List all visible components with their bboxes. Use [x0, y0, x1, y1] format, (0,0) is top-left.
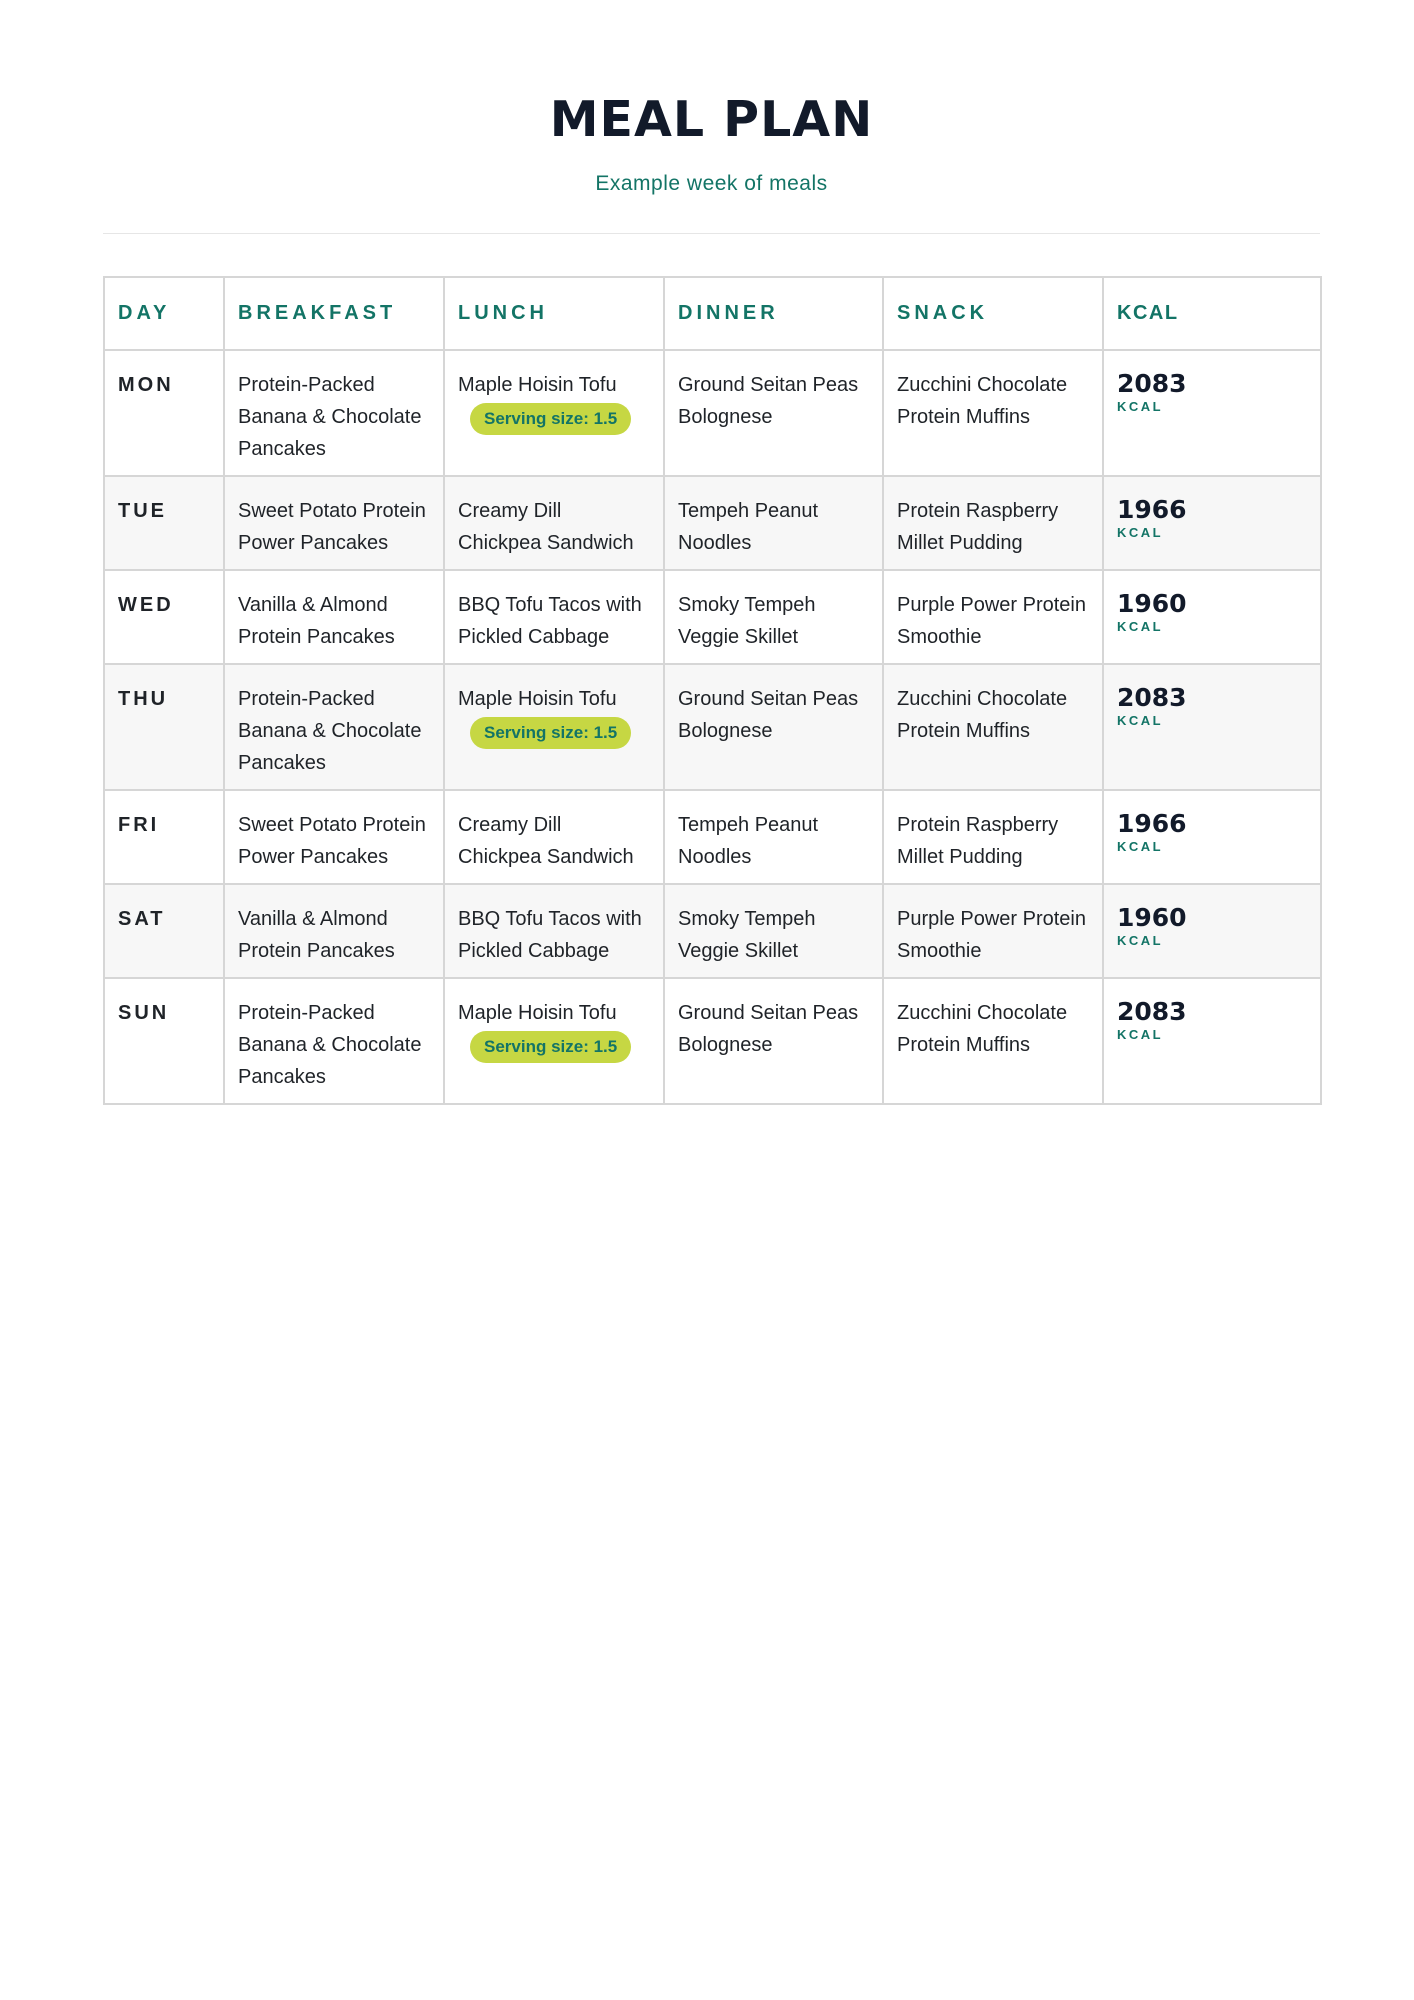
day-cell: FRI [104, 790, 224, 884]
day-cell: TUE [104, 476, 224, 570]
breakfast-cell: Protein-Packed Banana & Chocolate Pancakes [224, 350, 444, 476]
meal-plan-table [103, 276, 1322, 1105]
dinner-cell: Ground Seitan Peas Bolognese [664, 350, 883, 476]
page-subtitle: Example week of meals [595, 172, 828, 195]
table-row [104, 978, 1321, 1104]
lunch-cell [444, 884, 664, 978]
lunch-cell [444, 790, 664, 884]
table-body [104, 350, 1321, 1104]
snack-cell: Zucchini Chocolate Protein Muffins [883, 978, 1103, 1104]
kcal-unit-label: KCAL [1117, 399, 1164, 414]
lunch-cell [444, 978, 664, 1104]
kcal-value: 2083 [1117, 997, 1187, 1026]
kcal-value: 2083 [1117, 369, 1187, 398]
lunch-name: BBQ Tofu Tacos with Pickled Cabbage [458, 908, 642, 962]
table-row [104, 570, 1321, 664]
kcal-value: 1960 [1117, 589, 1187, 618]
page-title: MEAL PLAN [549, 91, 874, 148]
column-header-day: DAY [104, 277, 224, 350]
snack-cell: Zucchini Chocolate Protein Muffins [883, 664, 1103, 790]
breakfast-cell: Vanilla & Almond Protein Pancakes [224, 570, 444, 664]
table-row [104, 350, 1321, 476]
breakfast-cell: Sweet Potato Protein Power Pancakes [224, 476, 444, 570]
column-header-snack: SNACK [883, 277, 1103, 350]
serving-size-badge: Serving size: 1.5 [470, 1031, 631, 1063]
table-row [104, 476, 1321, 570]
day-cell: SAT [104, 884, 224, 978]
day-cell: MON [104, 350, 224, 476]
table-row [104, 790, 1321, 884]
lunch-name: Creamy Dill Chickpea Sandwich [458, 500, 634, 554]
table-row [104, 884, 1321, 978]
column-header-kcal: KCAL [1103, 277, 1321, 350]
day-cell: THU [104, 664, 224, 790]
kcal-value: 1960 [1117, 903, 1187, 932]
lunch-name: Creamy Dill Chickpea Sandwich [458, 814, 634, 868]
lunch-cell [444, 570, 664, 664]
kcal-cell [1103, 664, 1321, 790]
dinner-cell: Tempeh Peanut Noodles [664, 790, 883, 884]
lunch-name: BBQ Tofu Tacos with Pickled Cabbage [458, 594, 642, 648]
serving-size-badge: Serving size: 1.5 [470, 717, 631, 749]
kcal-cell [1103, 570, 1321, 664]
column-header-lunch: LUNCH [444, 277, 664, 350]
kcal-unit-label: KCAL [1117, 525, 1164, 540]
kcal-cell [1103, 476, 1321, 570]
kcal-unit-label: KCAL [1117, 933, 1164, 948]
snack-cell: Protein Raspberry Millet Pudding [883, 476, 1103, 570]
lunch-name: Maple Hoisin Tofu [458, 1002, 617, 1024]
dinner-cell: Smoky Tempeh Veggie Skillet [664, 570, 883, 664]
day-cell: WED [104, 570, 224, 664]
lunch-cell [444, 476, 664, 570]
dinner-cell: Smoky Tempeh Veggie Skillet [664, 884, 883, 978]
snack-cell: Purple Power Protein Smoothie [883, 884, 1103, 978]
kcal-value: 1966 [1117, 809, 1187, 838]
breakfast-cell: Sweet Potato Protein Power Pancakes [224, 790, 444, 884]
breakfast-cell: Protein-Packed Banana & Chocolate Pancakes [224, 664, 444, 790]
kcal-unit-label: KCAL [1117, 619, 1164, 634]
kcal-cell [1103, 884, 1321, 978]
kcal-unit-label: KCAL [1117, 839, 1164, 854]
table-row [104, 664, 1321, 790]
breakfast-cell: Protein-Packed Banana & Chocolate Pancakes [224, 978, 444, 1104]
kcal-value: 1966 [1117, 495, 1187, 524]
dinner-cell: Ground Seitan Peas Bolognese [664, 664, 883, 790]
kcal-unit-label: KCAL [1117, 1027, 1164, 1042]
lunch-name: Maple Hoisin Tofu [458, 688, 617, 710]
dinner-cell: Ground Seitan Peas Bolognese [664, 978, 883, 1104]
kcal-cell [1103, 790, 1321, 884]
lunch-cell [444, 664, 664, 790]
lunch-cell [444, 350, 664, 476]
column-header-breakfast: BREAKFAST [224, 277, 444, 350]
table-header-row [104, 277, 1321, 350]
serving-size-badge: Serving size: 1.5 [470, 403, 631, 435]
page-header [103, 0, 1320, 234]
day-cell: SUN [104, 978, 224, 1104]
kcal-value: 2083 [1117, 683, 1187, 712]
snack-cell: Zucchini Chocolate Protein Muffins [883, 350, 1103, 476]
dinner-cell: Tempeh Peanut Noodles [664, 476, 883, 570]
breakfast-cell: Vanilla & Almond Protein Pancakes [224, 884, 444, 978]
kcal-cell [1103, 978, 1321, 1104]
kcal-unit-label: KCAL [1117, 713, 1164, 728]
kcal-cell [1103, 350, 1321, 476]
snack-cell: Protein Raspberry Millet Pudding [883, 790, 1103, 884]
lunch-name: Maple Hoisin Tofu [458, 374, 617, 396]
snack-cell: Purple Power Protein Smoothie [883, 570, 1103, 664]
column-header-dinner: DINNER [664, 277, 883, 350]
